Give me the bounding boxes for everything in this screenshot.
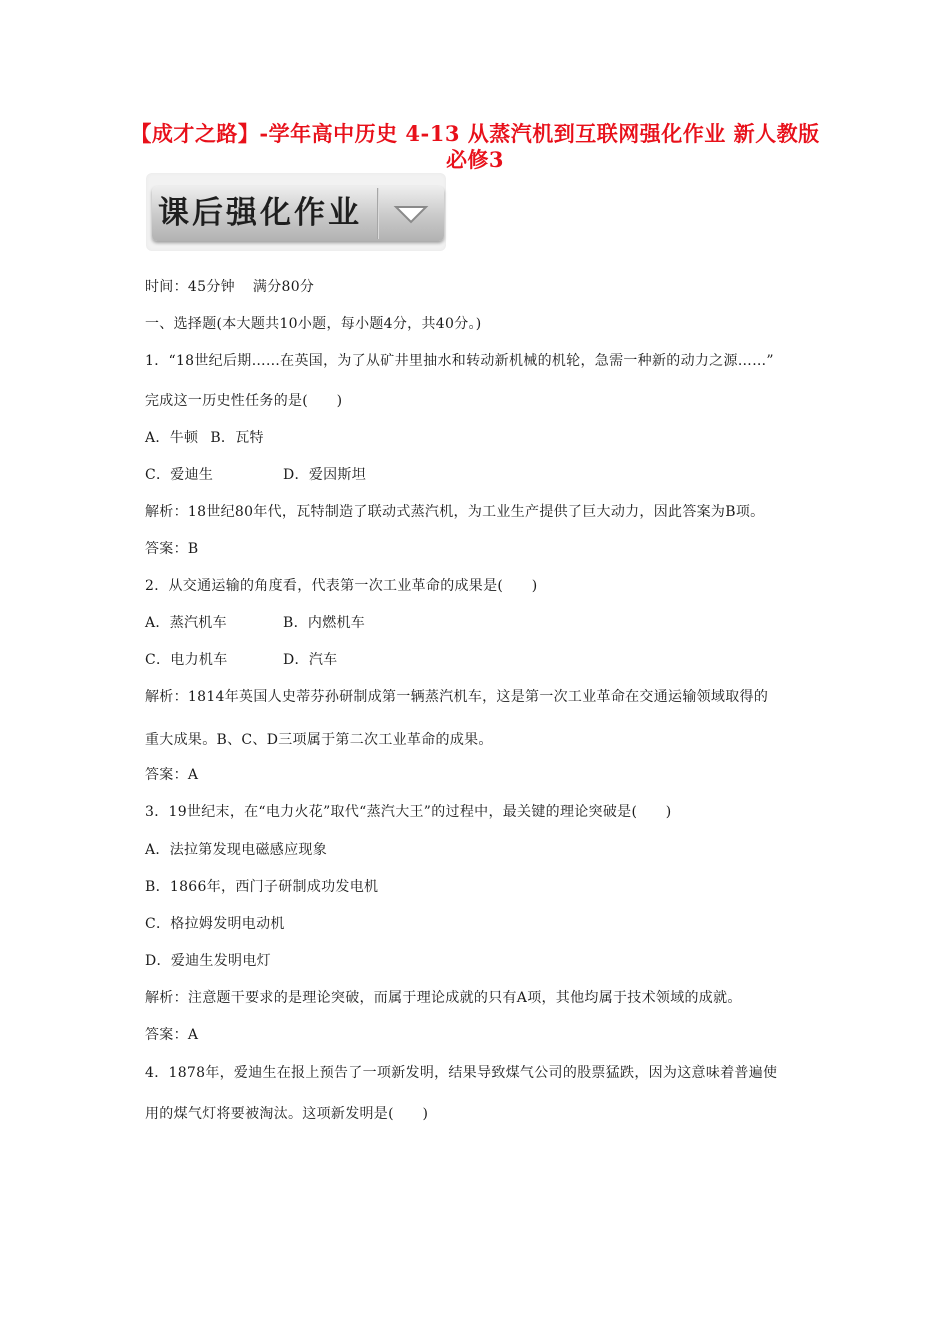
full-score: 满分80分 bbox=[252, 279, 315, 295]
q1-analysis: 解析：18世纪80年代，瓦特制造了联动式蒸汽机，为工业生产提供了巨大动力，因此答案为B项。 bbox=[145, 504, 765, 520]
q1-answer: 答案：B bbox=[145, 541, 199, 557]
q1-option-d: D．爱因斯坦 bbox=[283, 467, 367, 483]
banner-divider bbox=[377, 188, 379, 239]
q1-stem-line-1: 1．“18世纪后期……在英国，为了从矿井里抽水和转动新机械的机轮，急需一种新的动力之源……” bbox=[145, 353, 774, 369]
q2-option-b: B．内燃机车 bbox=[283, 615, 366, 631]
q1-stem-line-2: 完成这一历史性任务的是( ) bbox=[145, 393, 343, 409]
q2-analysis-line-2: 重大成果。B、C、D三项属于第二次工业革命的成果。 bbox=[145, 732, 493, 748]
q2-options-row-2 bbox=[145, 650, 337, 670]
q4-stem-line-2: 用的煤气灯将要被淘汰。这项新发明是( ) bbox=[145, 1106, 429, 1122]
q1-option-a: A．牛顿 bbox=[145, 430, 199, 446]
time-limit: 时间：45分钟 bbox=[145, 279, 235, 295]
q2-option-a: A．蒸汽机车 bbox=[145, 615, 227, 631]
chevron-down-icon bbox=[386, 198, 436, 232]
q1-options-row-1 bbox=[145, 428, 264, 448]
q2-stem: 2．从交通运输的角度看，代表第一次工业革命的成果是( ) bbox=[145, 578, 538, 594]
q2-option-d: D．汽车 bbox=[283, 652, 338, 668]
q1-options-row-2 bbox=[145, 465, 366, 485]
document-title bbox=[120, 121, 830, 173]
q2-analysis-line-1: 解析：1814年英国人史蒂芬孙研制成第一辆蒸汽机车，这是第一次工业革命在交通运输领域取得的 bbox=[145, 689, 769, 705]
q1-option-b: B．瓦特 bbox=[210, 430, 264, 446]
q3-analysis: 解析：注意题干要求的是理论突破，而属于理论成就的只有A项，其他均属于技术领域的成就。 bbox=[145, 990, 742, 1006]
q3-option-b: B．1866年，西门子研制成功发电机 bbox=[145, 879, 379, 895]
banner-label: 课后强化作业 bbox=[158, 195, 362, 231]
exam-meta bbox=[145, 277, 314, 297]
q3-option-c: C．格拉姆发明电动机 bbox=[145, 916, 285, 932]
title-line-2: 必修3 bbox=[445, 147, 505, 172]
q3-answer: 答案：A bbox=[145, 1027, 199, 1043]
q3-option-a: A．法拉第发现电磁感应现象 bbox=[145, 842, 328, 858]
q3-stem: 3．19世纪末，在“电力火花”取代“蒸汽大王”的过程中，最关键的理论突破是( ) bbox=[145, 804, 672, 820]
title-line-1: 【成才之路】-学年高中历史 4-13 从蒸汽机到互联网强化作业 新人教版 bbox=[130, 121, 820, 146]
section-heading: 一、选择题(本大题共10小题，每小题4分，共40分。) bbox=[145, 316, 482, 332]
homework-banner bbox=[146, 173, 446, 251]
q3-option-d: D．爱迪生发明电灯 bbox=[145, 953, 271, 969]
q2-option-c: C．电力机车 bbox=[145, 652, 228, 668]
q4-stem-line-1: 4．1878年，爱迪生在报上预告了一项新发明，结果导致煤气公司的股票猛跌，因为这意味着普遍使 bbox=[145, 1065, 778, 1081]
q2-answer: 答案：A bbox=[145, 767, 199, 783]
q2-options-row-1 bbox=[145, 613, 365, 633]
q1-option-c: C．爱迪生 bbox=[145, 467, 214, 483]
